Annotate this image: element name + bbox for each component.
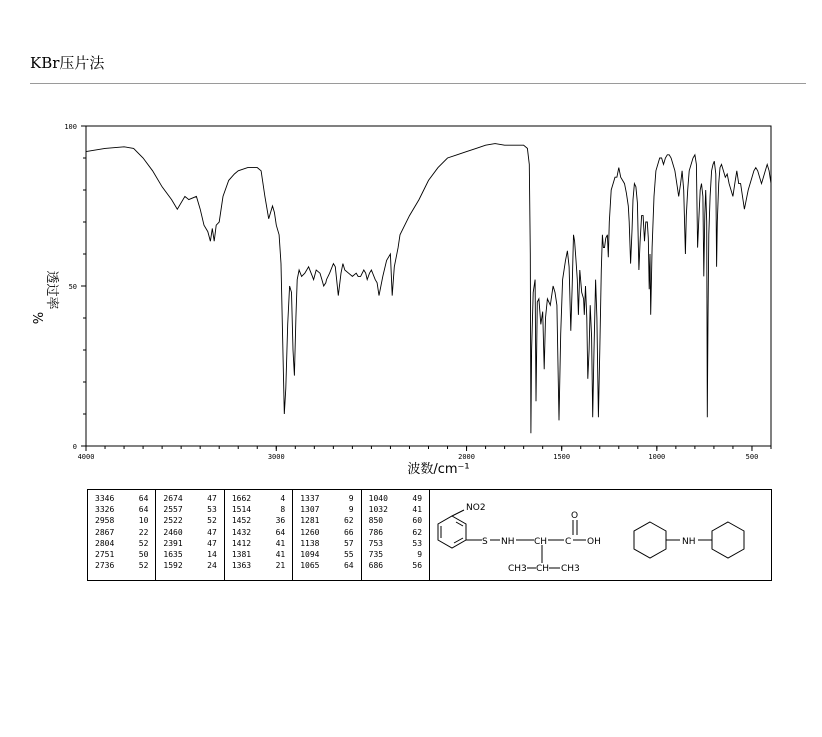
peak-row <box>293 504 360 515</box>
label-ch3-right: CH3 <box>561 564 580 574</box>
peak-wavenumber: 1065 <box>300 561 320 571</box>
chemical-structure <box>430 490 772 582</box>
peak-row <box>293 515 360 526</box>
peak-transmittance: 62 <box>343 516 354 526</box>
peak-column <box>362 490 429 580</box>
peak-transmittance: 53 <box>412 538 423 548</box>
peak-transmittance: 64 <box>138 494 149 503</box>
peak-wavenumber: 1635 <box>163 550 183 560</box>
peak-wavenumber: 1592 <box>163 561 183 571</box>
label-ch3-left: CH3 <box>508 564 527 574</box>
peak-row <box>88 493 155 504</box>
peak-row <box>362 560 429 571</box>
peak-wavenumber: 786 <box>368 527 384 537</box>
x-tick-label: 3000 <box>267 453 285 461</box>
peak-row <box>293 493 360 504</box>
peak-table <box>87 489 430 581</box>
label-no2: NO2 <box>466 503 486 513</box>
peak-row <box>362 504 429 515</box>
peak-transmittance: 14 <box>207 550 217 560</box>
peak-transmittance: 47 <box>207 494 217 503</box>
peak-transmittance: 52 <box>138 538 149 548</box>
peak-wavenumber: 1514 <box>231 505 252 515</box>
peak-transmittance: 9 <box>348 494 354 503</box>
peak-transmittance: 57 <box>343 538 354 548</box>
y-axis-unit: % <box>29 311 44 325</box>
x-tick-label: 2000 <box>458 453 475 461</box>
peak-transmittance: 41 <box>275 538 286 548</box>
benzene-ring <box>438 516 466 548</box>
peak-column <box>225 490 293 580</box>
peak-wavenumber: 1307 <box>300 505 320 515</box>
peak-wavenumber: 2736 <box>95 561 115 571</box>
peak-row <box>293 549 360 560</box>
peak-row <box>156 560 223 571</box>
label-nh: NH <box>501 537 515 547</box>
peak-row <box>88 538 155 549</box>
peak-transmittance: 47 <box>207 538 217 548</box>
peak-row <box>225 538 292 549</box>
peak-wavenumber: 1662 <box>231 494 252 503</box>
peak-row <box>88 504 155 515</box>
peak-wavenumber: 2460 <box>163 527 183 537</box>
peak-wavenumber: 1337 <box>300 494 320 503</box>
peak-transmittance: 49 <box>412 494 423 503</box>
peak-transmittance: 24 <box>207 561 217 571</box>
peak-row <box>88 515 155 526</box>
label-oh: OH <box>587 537 601 547</box>
method-title: KBr压片法 <box>30 54 105 72</box>
peak-transmittance: 9 <box>348 505 354 515</box>
peak-wavenumber: 1281 <box>300 516 320 526</box>
peak-row <box>156 504 223 515</box>
peak-transmittance: 62 <box>412 527 423 537</box>
peak-transmittance: 36 <box>275 516 286 526</box>
peak-transmittance: 22 <box>138 527 149 537</box>
peak-transmittance: 53 <box>207 505 217 515</box>
peak-row <box>293 527 360 538</box>
peak-row <box>362 493 429 504</box>
y-tick-label: 50 <box>68 283 77 291</box>
peak-transmittance: 4 <box>280 494 286 503</box>
x-tick-label: 500 <box>745 453 759 461</box>
peak-row <box>225 504 292 515</box>
peak-transmittance: 52 <box>138 561 149 571</box>
peak-wavenumber: 850 <box>368 516 384 526</box>
cyclohexyl-ring-left <box>634 522 666 558</box>
peak-wavenumber: 1032 <box>368 505 388 515</box>
peak-wavenumber: 1260 <box>300 527 320 537</box>
peak-wavenumber: 1432 <box>231 527 252 537</box>
peak-transmittance: 10 <box>138 516 149 526</box>
peak-row <box>362 515 429 526</box>
peak-wavenumber: 2867 <box>95 527 115 537</box>
peak-wavenumber: 3326 <box>95 505 115 515</box>
peak-wavenumber: 1363 <box>231 561 252 571</box>
peak-wavenumber: 686 <box>368 561 384 571</box>
peak-row <box>225 527 292 538</box>
peak-column <box>293 490 361 580</box>
peak-wavenumber: 1452 <box>231 516 252 526</box>
plot-frame <box>86 126 771 446</box>
peak-wavenumber: 3346 <box>95 494 115 503</box>
peak-wavenumber: 1040 <box>368 494 388 503</box>
peak-wavenumber: 2391 <box>163 538 183 548</box>
peak-wavenumber: 2674 <box>163 494 183 503</box>
peak-transmittance: 21 <box>275 561 286 571</box>
label-ch-lower: CH <box>536 564 550 574</box>
peak-transmittance: 66 <box>343 527 354 537</box>
peak-transmittance: 56 <box>412 561 423 571</box>
y-tick-label: 0 <box>72 443 77 451</box>
peak-transmittance: 52 <box>207 516 217 526</box>
peak-transmittance: 41 <box>412 505 423 515</box>
peak-wavenumber: 2557 <box>163 505 183 515</box>
peak-row <box>225 515 292 526</box>
peak-row <box>88 527 155 538</box>
peak-row <box>293 538 360 549</box>
peak-wavenumber: 1381 <box>231 550 252 560</box>
label-ch: CH <box>534 537 548 547</box>
spectrum-line <box>86 144 771 434</box>
peak-row <box>88 549 155 560</box>
structure-panel <box>430 489 772 581</box>
peak-wavenumber: 2958 <box>95 516 115 526</box>
peak-row <box>156 527 223 538</box>
x-tick-label: 1500 <box>553 453 571 461</box>
peak-transmittance: 64 <box>343 561 354 571</box>
peak-wavenumber: 2751 <box>95 550 115 560</box>
peak-transmittance: 55 <box>343 550 354 560</box>
peak-row <box>293 560 360 571</box>
peak-transmittance: 9 <box>417 550 423 560</box>
peak-row <box>362 538 429 549</box>
peak-transmittance: 8 <box>280 505 286 515</box>
peak-row <box>362 549 429 560</box>
label-nh-dicyclohexyl: NH <box>682 537 696 547</box>
peak-row <box>156 515 223 526</box>
peak-row <box>225 549 292 560</box>
peak-row <box>156 549 223 560</box>
peak-wavenumber: 1138 <box>300 538 320 548</box>
peak-transmittance: 64 <box>138 505 149 515</box>
peak-row <box>225 560 292 571</box>
peak-row <box>362 527 429 538</box>
peak-wavenumber: 2804 <box>95 538 115 548</box>
peak-transmittance: 47 <box>207 527 217 537</box>
y-tick-label: 100 <box>64 123 77 131</box>
peak-wavenumber: 1094 <box>300 550 320 560</box>
x-tick-label: 1000 <box>648 453 666 461</box>
peak-transmittance: 60 <box>412 516 423 526</box>
peak-row <box>156 538 223 549</box>
cyclohexyl-ring-right <box>712 522 744 558</box>
x-axis-label: 波数/cm⁻¹ <box>407 462 470 477</box>
peak-wavenumber: 753 <box>368 538 384 548</box>
peak-transmittance: 50 <box>138 550 149 560</box>
peak-wavenumber: 2522 <box>163 516 183 526</box>
peak-row <box>88 560 155 571</box>
peak-transmittance: 64 <box>275 527 286 537</box>
peak-wavenumber: 1412 <box>231 538 252 548</box>
peak-transmittance: 41 <box>275 550 286 560</box>
peak-wavenumber: 735 <box>368 550 384 560</box>
label-o: O <box>571 511 579 521</box>
peak-row <box>156 493 223 504</box>
y-axis-label: 透过率 <box>44 270 59 310</box>
label-s: S <box>482 537 488 547</box>
label-c: C <box>565 537 572 547</box>
peak-row <box>225 493 292 504</box>
x-tick-label: 4000 <box>77 453 95 461</box>
peak-column <box>88 490 156 580</box>
peak-column <box>156 490 224 580</box>
